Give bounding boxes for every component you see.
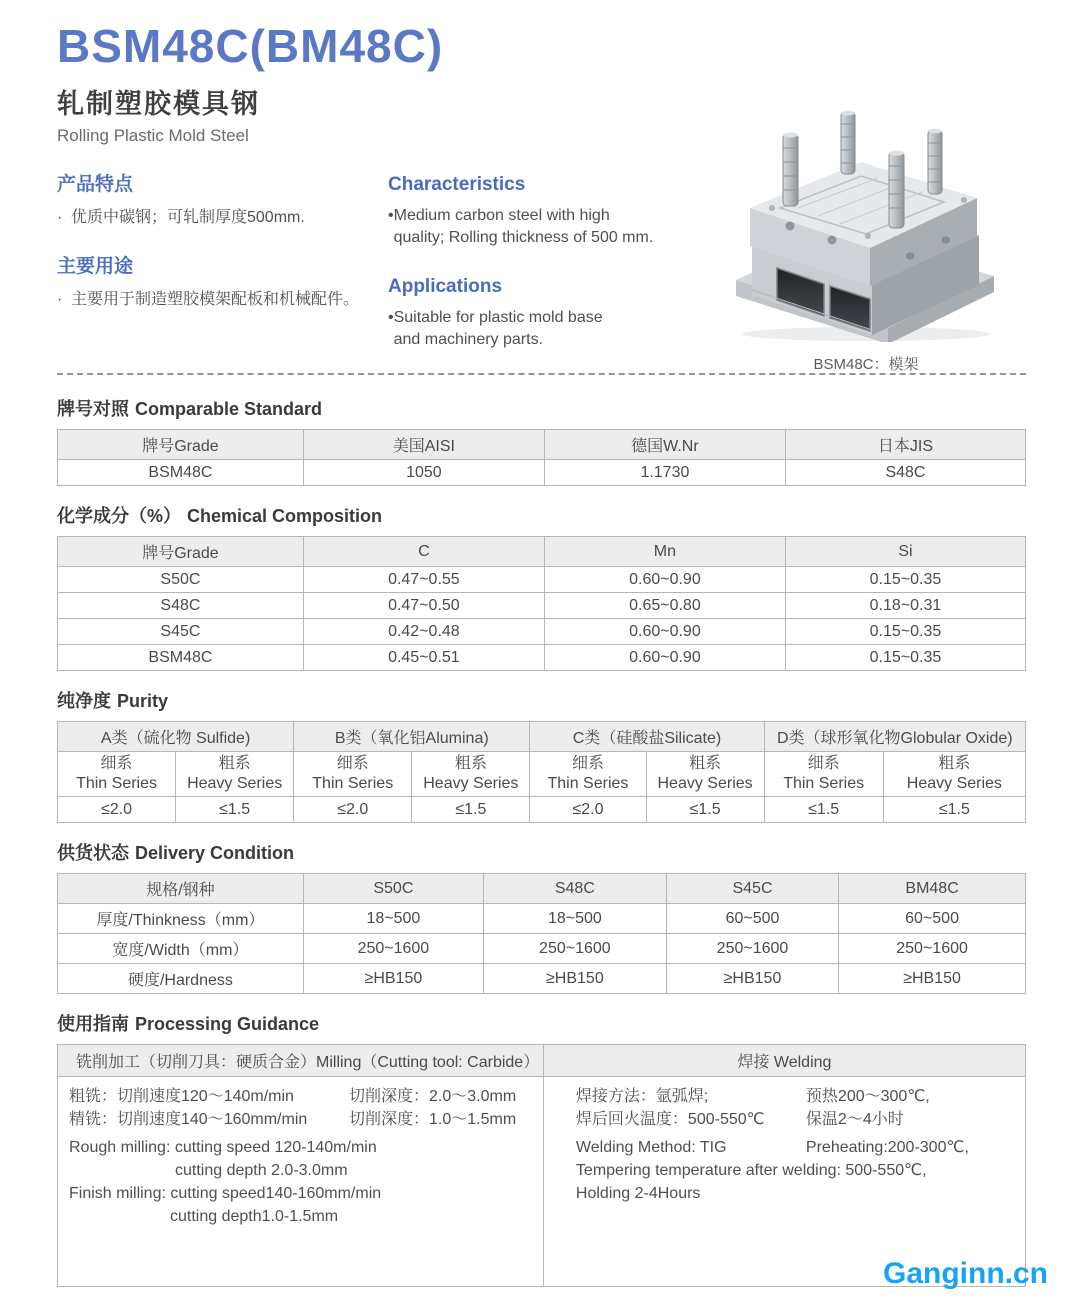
table-cell: 0.42~0.48 — [303, 619, 544, 645]
column-header: S50C — [303, 874, 483, 904]
purity-group-header-row — [58, 722, 1026, 752]
table-cell: ≤1.5 — [646, 797, 764, 823]
table-cell: BSM48C — [58, 645, 304, 671]
table-cell: 0.45~0.51 — [303, 645, 544, 671]
applications-bullet: • Suitable for plastic mold base and machinery parts. — [388, 307, 733, 351]
delivery-condition-table — [57, 873, 1026, 994]
purity-subheader: 粗系 Heavy Series — [646, 752, 764, 797]
purity-subheader: 细系 Thin Series — [294, 752, 412, 797]
milling-header: 铣削加工（切削刀具：硬质合金）Milling（Cutting tool: Carbide） — [58, 1045, 544, 1077]
column-header: 德国W.Nr — [544, 430, 785, 460]
brand-watermark: Ganginn.cn — [883, 1257, 1048, 1290]
characteristics-bullet: • Medium carbon steel with high quality; Rolling thickness of 500 mm. — [388, 205, 733, 249]
purity-subheader: 粗系 Heavy Series — [176, 752, 294, 797]
table-header-row — [58, 1045, 1026, 1077]
uses-heading: 主要用途 — [57, 256, 134, 277]
row-label: 宽度/Width（mm） — [58, 934, 304, 964]
page-title: BSM48C(BM48C) — [57, 20, 444, 72]
column-header: Si — [785, 537, 1025, 567]
bullet-dot-icon: · — [57, 291, 63, 308]
features-heading: 产品特点 — [57, 174, 134, 195]
product-figure — [728, 104, 1004, 374]
table-header-row — [58, 537, 1026, 567]
table-cell: 60~500 — [666, 904, 838, 934]
table-cell: 18~500 — [303, 904, 483, 934]
characteristics-heading: Characteristics — [388, 174, 526, 195]
table-cell: BSM48C — [58, 460, 304, 486]
chemical-composition-title: 化学成分（%） Chemical Composition — [57, 506, 383, 526]
chemical-composition-table — [57, 536, 1026, 671]
table-row — [58, 904, 1026, 934]
table-row — [58, 567, 1026, 593]
table-row — [58, 1077, 1026, 1287]
bullet-dot-icon: · — [57, 209, 63, 226]
table-cell: 1050 — [303, 460, 544, 486]
table-row — [58, 645, 1026, 671]
column-header: 牌号Grade — [58, 430, 304, 460]
table-cell: ≤1.5 — [176, 797, 294, 823]
processing-guidance-title: 使用指南 Processing Guidance — [57, 1014, 320, 1034]
purity-subheader: 粗系 Heavy Series — [412, 752, 530, 797]
table-cell: ≤2.0 — [294, 797, 412, 823]
milling-cell: 粗铣：切削速度120～140m/min 切削深度：2.0～3.0mm 精铣：切削速度140～160mm/min 切削深度：1.0～1.5mm Rough milling: cutting speed 120-140m/min cutting depth 2.0-3.0mm Finish milling: cutting speed140-160mm/min cutting depth1.0-1.5mm — [58, 1077, 544, 1287]
table-cell: ≤1.5 — [883, 797, 1025, 823]
purity-subheader: 细系 Thin Series — [58, 752, 176, 797]
mold-base-photo — [728, 104, 1004, 342]
table-cell: 0.47~0.55 — [303, 567, 544, 593]
column-header: 美国AISI — [303, 430, 544, 460]
bullet-dot-icon: • — [388, 309, 394, 326]
table-row — [58, 964, 1026, 994]
purity-group-header: B类（氧化铝Alumina) — [294, 722, 530, 752]
welding-header: 焊接 Welding — [543, 1045, 1025, 1077]
table-cell: ≥HB150 — [666, 964, 838, 994]
table-cell: 250~1600 — [483, 934, 666, 964]
product-figure-caption: BSM48C：模架 — [813, 356, 919, 373]
purity-group-header: C类（硅酸盐Silicate) — [530, 722, 764, 752]
purity-table — [57, 721, 1026, 823]
table-cell: 60~500 — [839, 904, 1026, 934]
table-cell: 0.18~0.31 — [785, 593, 1025, 619]
table-row — [58, 619, 1026, 645]
table-cell: ≤2.0 — [530, 797, 646, 823]
purity-group-header: A类（硫化物 Sulfide) — [58, 722, 294, 752]
purity-group-header: D类（球形氧化物Globular Oxide) — [764, 722, 1025, 752]
table-cell: ≥HB150 — [483, 964, 666, 994]
table-cell: ≤1.5 — [764, 797, 883, 823]
column-header: S45C — [666, 874, 838, 904]
table-cell: 250~1600 — [303, 934, 483, 964]
comparable-standard-title: 牌号对照 Comparable Standard — [57, 399, 323, 419]
table-cell: 0.60~0.90 — [544, 567, 785, 593]
table-cell: S48C — [785, 460, 1025, 486]
table-cell: ≥HB150 — [303, 964, 483, 994]
processing-guidance-table — [57, 1044, 1026, 1287]
column-header: 牌号Grade — [58, 537, 304, 567]
table-cell: 0.15~0.35 — [785, 645, 1025, 671]
table-header-row — [58, 874, 1026, 904]
table-cell: ≤1.5 — [412, 797, 530, 823]
intro-english-column — [388, 173, 733, 351]
column-header: BM48C — [839, 874, 1026, 904]
table-cell: 0.15~0.35 — [785, 567, 1025, 593]
column-header: 规格/钢种 — [58, 874, 304, 904]
table-cell: 0.15~0.35 — [785, 619, 1025, 645]
subtitle-chinese: 轧制塑胶模具钢 — [57, 89, 260, 119]
table-cell: 0.60~0.90 — [544, 645, 785, 671]
comparable-standard-table — [57, 429, 1026, 486]
table-cell: 0.60~0.90 — [544, 619, 785, 645]
purity-subheader: 粗系 Heavy Series — [883, 752, 1025, 797]
bullet-dot-icon: • — [388, 207, 394, 224]
delivery-condition-title: 供货状态 Delivery Condition — [57, 843, 295, 863]
table-row — [58, 460, 1026, 486]
table-row — [58, 934, 1026, 964]
column-header: C — [303, 537, 544, 567]
table-cell: 250~1600 — [839, 934, 1026, 964]
table-row — [58, 593, 1026, 619]
column-header: 日本JIS — [785, 430, 1025, 460]
purity-subheader: 细系 Thin Series — [530, 752, 646, 797]
table-cell: 1.1730 — [544, 460, 785, 486]
column-header: Mn — [544, 537, 785, 567]
table-cell: ≥HB150 — [839, 964, 1026, 994]
purity-subheader: 细系 Thin Series — [764, 752, 883, 797]
table-cell: S45C — [58, 619, 304, 645]
table-cell: ≤2.0 — [58, 797, 176, 823]
welding-cell: 焊接方法：氩弧焊; 预热200～300℃, 焊后回火温度：500-550℃ 保温2～4小时 Welding Method: TIG Preheating:200-300℃, Tempering temperature after welding: 500-550℃, Holding 2-4Hours — [543, 1077, 1025, 1287]
table-cell: 0.65~0.80 — [544, 593, 785, 619]
subtitle-english: Rolling Plastic Mold Steel — [57, 126, 249, 145]
table-cell: 250~1600 — [666, 934, 838, 964]
row-label: 硬度/Hardness — [58, 964, 304, 994]
column-header: S48C — [483, 874, 666, 904]
table-header-row — [58, 430, 1026, 460]
table-cell: S48C — [58, 593, 304, 619]
purity-title: 纯净度 Purity — [57, 691, 169, 711]
purity-values-row — [58, 797, 1026, 823]
purity-subheader-row — [58, 752, 1026, 797]
table-cell: S50C — [58, 567, 304, 593]
table-cell: 0.47~0.50 — [303, 593, 544, 619]
row-label: 厚度/Thinkness（mm） — [58, 904, 304, 934]
applications-heading: Applications — [388, 276, 503, 297]
intro-chinese-column — [57, 173, 388, 351]
features-bullet: · 优质中碳钢；可轧制厚度500mm. — [57, 207, 388, 229]
uses-bullet: · 主要用于制造塑胶模架配板和机械配件。 — [57, 289, 388, 311]
table-cell: 18~500 — [483, 904, 666, 934]
